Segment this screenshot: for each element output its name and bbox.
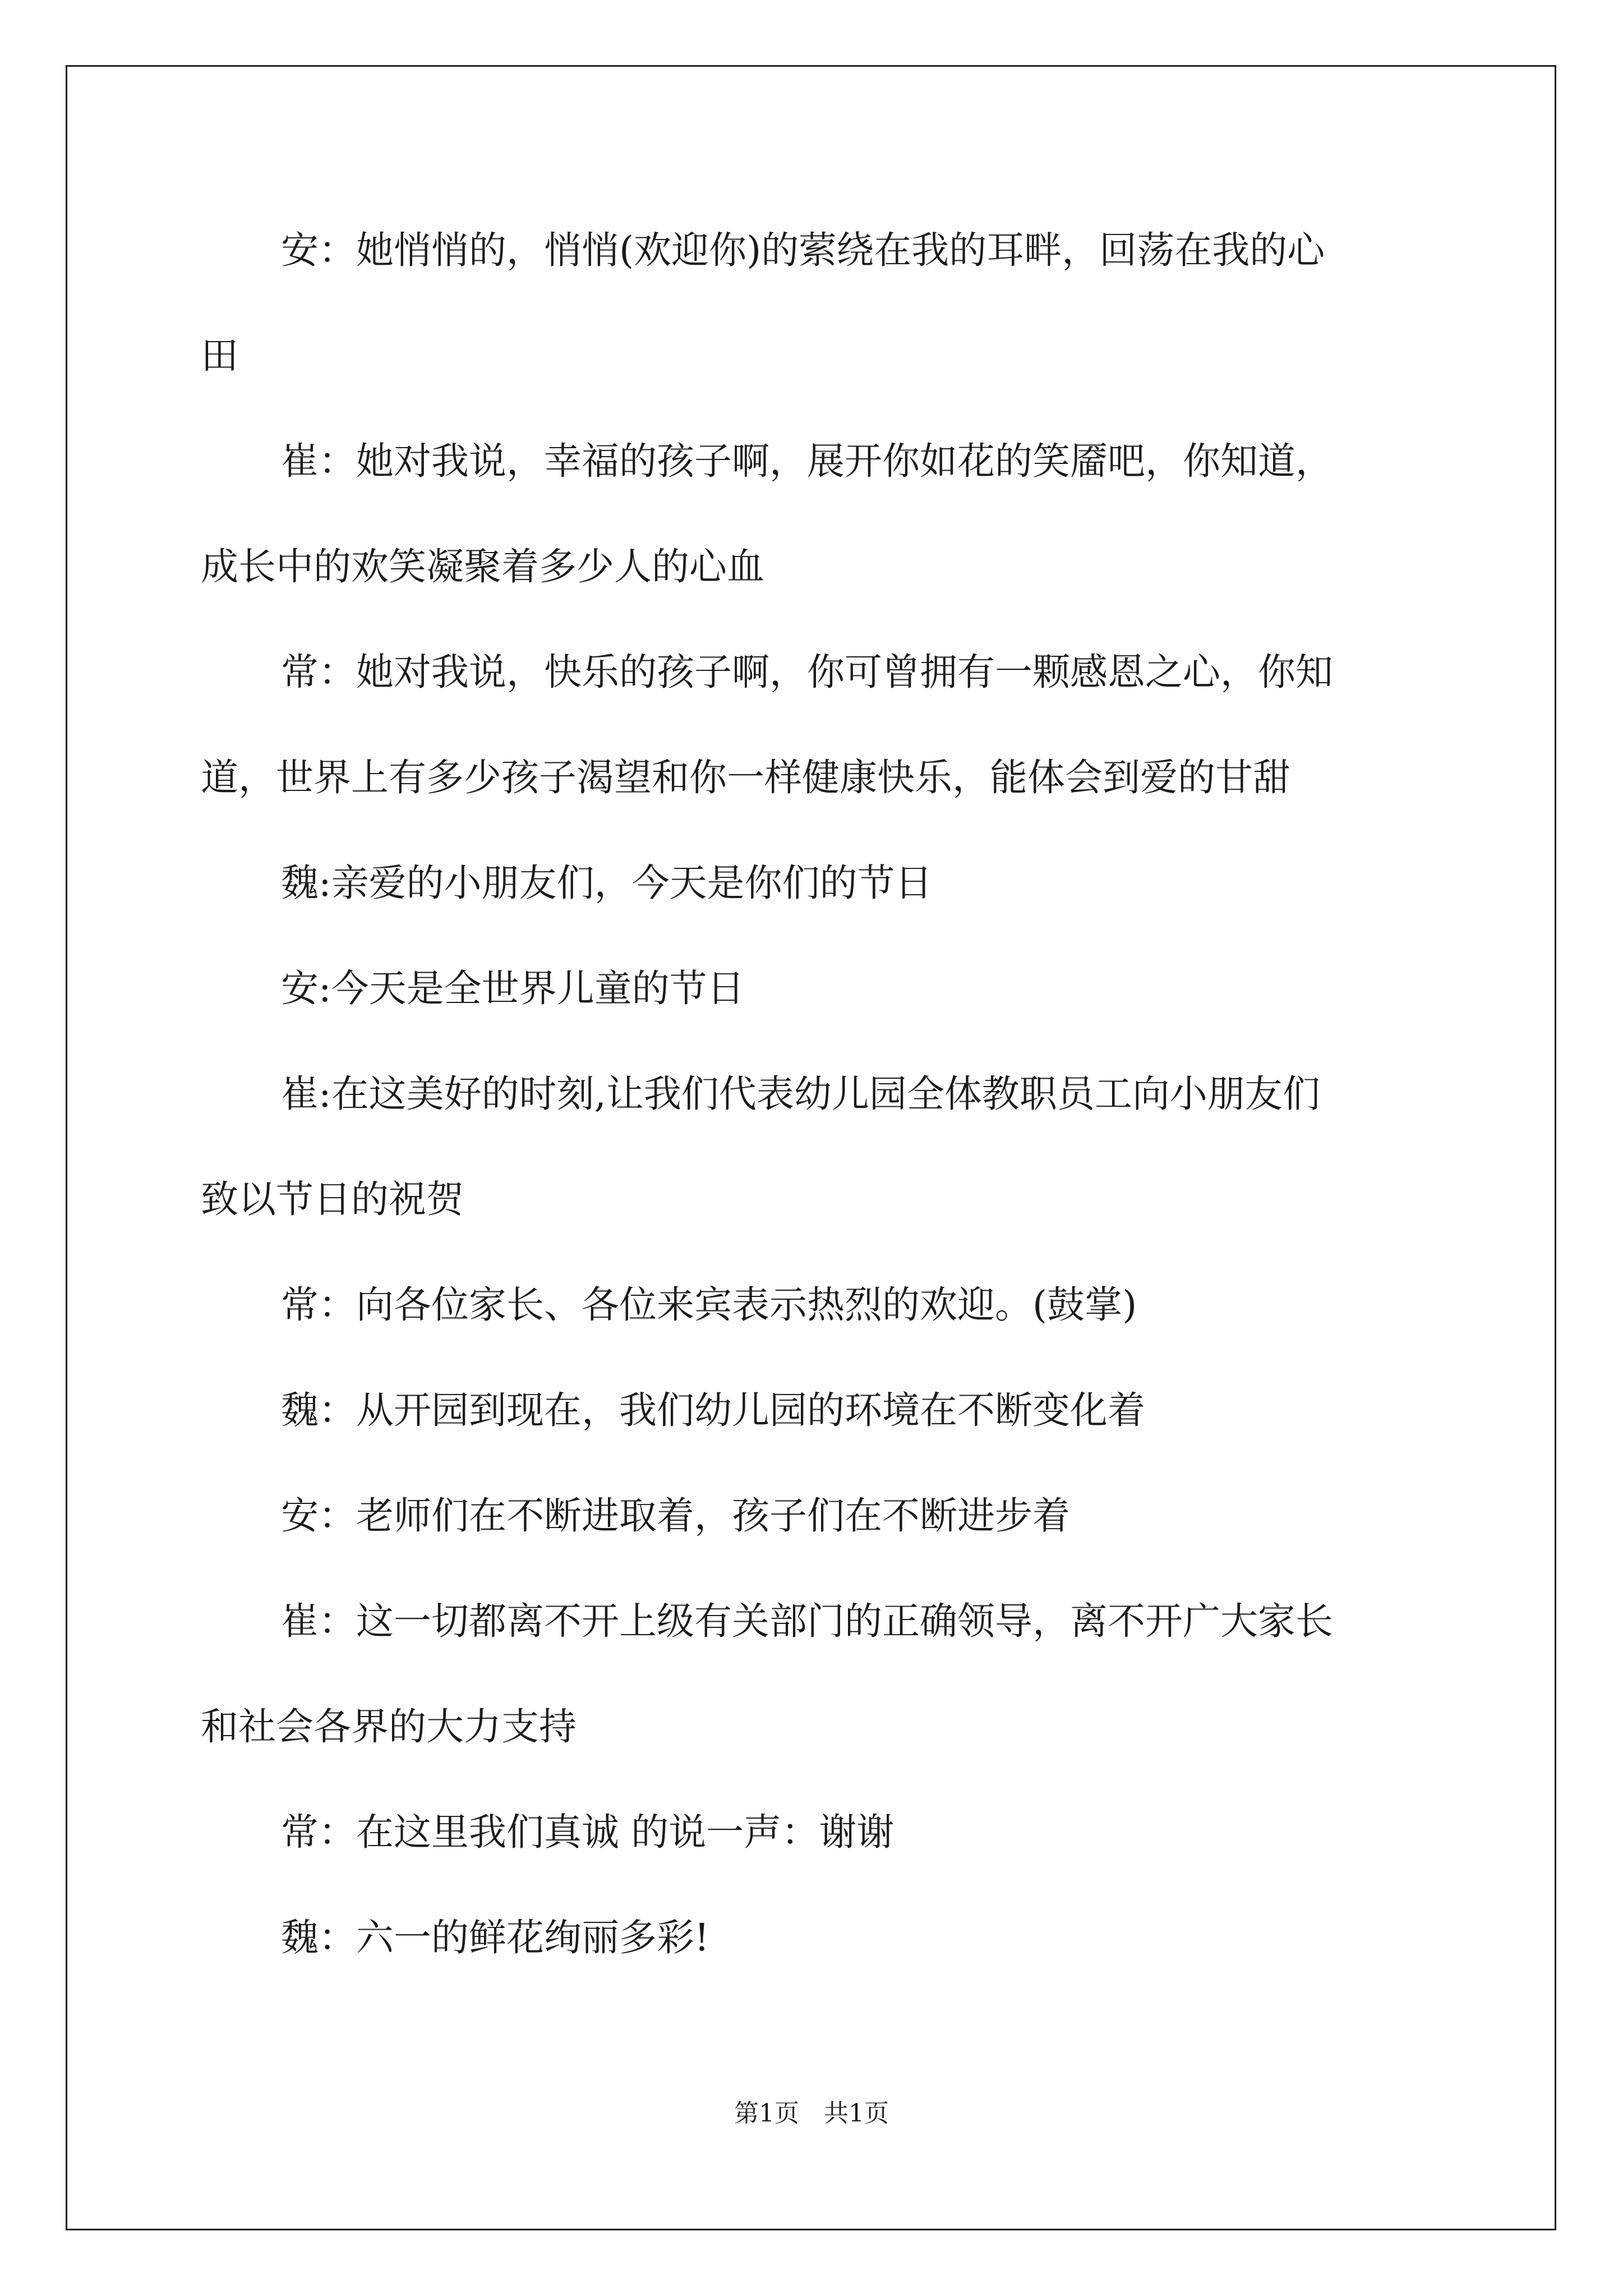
- text-line: 和社会各界的大力支持: [201, 1705, 577, 1749]
- page-footer: 第1页 共1页: [734, 2099, 889, 2128]
- text-line: 成长中的欢笑凝聚着多少人的心血: [201, 545, 764, 588]
- text-line: 魏：从开园到现在，我们幼儿园的环境在不断变化着: [281, 1388, 1145, 1432]
- text-line: 常：向各位家长、各位来宾表示热烈的欢迎。(鼓掌): [281, 1283, 1137, 1327]
- text-line: 魏：六一的鲜花绚丽多彩!: [281, 1916, 709, 1959]
- document-body: [201, 197, 1451, 1990]
- text-line: 常：她对我说，快乐的孩子啊，你可曾拥有一颗感恩之心，你知: [281, 650, 1333, 694]
- text-line: 安:今天是全世界儿童的节日: [281, 967, 745, 1010]
- text-line: 崔：这一切都离不开上级有关部门的正确领导，离不开广大家长: [281, 1599, 1333, 1643]
- text-line: 常：在这里我们真诚 的说一声：谢谢: [281, 1810, 895, 1854]
- text-line: 崔:在这美好的时刻,让我们代表幼儿园全体教职员工向小朋友们: [281, 1072, 1320, 1116]
- text-line: 致以节日的祝贺: [201, 1177, 464, 1221]
- text-line: 道，世界上有多少孩子渴望和你一样健康快乐，能体会到爱的甘甜: [201, 756, 1290, 799]
- text-line: 崔：她对我说，幸福的孩子啊，展开你如花的笑靥吧，你知道，: [281, 439, 1333, 483]
- text-line: 安：她悄悄的，悄悄(欢迎你)的萦绕在我的耳畔，回荡在我的心: [281, 228, 1325, 272]
- text-line: 田: [201, 334, 238, 378]
- text-line: 安：老师们在不断进取着，孩子们在不断进步着: [281, 1494, 1070, 1538]
- text-line: 魏:亲爱的小朋友们，今天是你们的节日: [281, 861, 933, 905]
